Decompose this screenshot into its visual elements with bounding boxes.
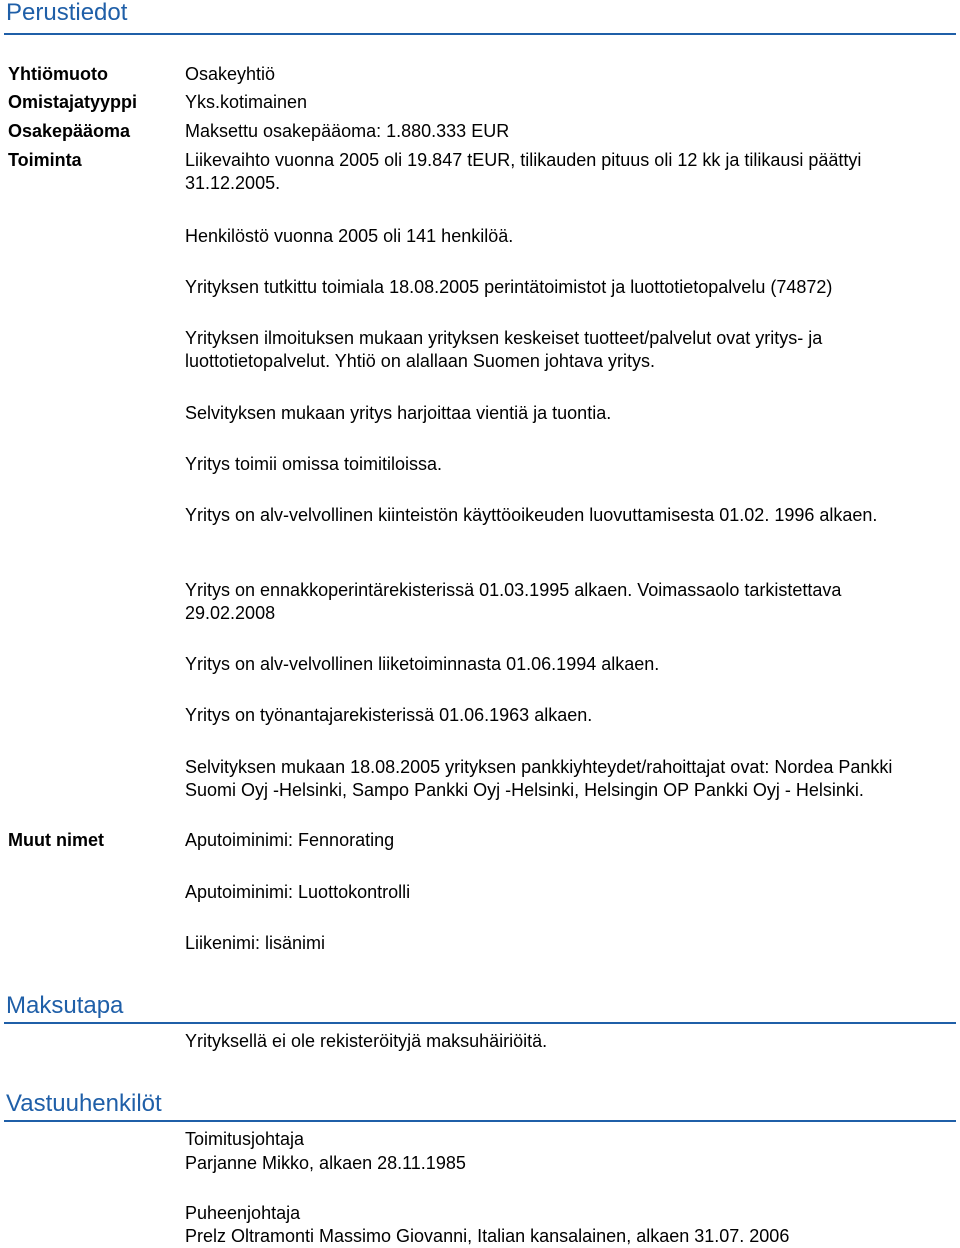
muut-nimet-item: Aputoiminimi: Luottokontrolli (185, 882, 411, 902)
toiminta-item: Selvityksen mukaan yritys harjoittaa vientiä ja tuontia. (185, 403, 612, 423)
muut-nimet-item: Aputoiminimi: Fennorating (185, 830, 395, 850)
value-osakepaaoma: Maksettu osakepääoma: 1.880.333 EUR (185, 121, 510, 141)
toiminta-item: Henkilöstö vuonna 2005 oli 141 henkilöä. (185, 226, 514, 246)
section-title-vastuuhenkilot: Vastuuhenkilöt (6, 1090, 162, 1117)
person-role: Toimitusjohtaja (185, 1129, 305, 1149)
section-title-maksutapa: Maksutapa (6, 992, 124, 1019)
section-divider (4, 1022, 956, 1024)
toiminta-item: Yrityksen ilmoituksen mukaan yrityksen keskeiset tuotteet/palvelut ovat yritys- ja luottotietopalvelut. Yhtiö on alallaan Suomen johtava yritys. (185, 328, 823, 371)
label-omistajatyyppi: Omistajatyyppi (8, 92, 138, 112)
label-toiminta: Toiminta (8, 150, 82, 170)
label-yhtiomuoto: Yhtiömuoto (8, 64, 108, 84)
value-yhtiomuoto: Osakeyhtiö (185, 64, 276, 84)
section-title-perustiedot: Perustiedot (6, 0, 128, 26)
section-divider (4, 1120, 956, 1122)
toiminta-item: Yritys on alv-velvollinen kiinteistön käyttöoikeuden luovuttamisesta 01.02. 1996 alkaen. (185, 505, 878, 525)
toiminta-item: Yritys on alv-velvollinen liiketoiminnasta 01.06.1994 alkaen. (185, 654, 660, 674)
toiminta-item: Selvityksen mukaan 18.08.2005 yrityksen pankkiyhteydet/rahoittajat ovat: Nordea Pankki Suomi Oyj -Helsinki, Sampo Pankki Oyj -Helsinki, Helsingin OP Pankki Oyj - Helsinki. (185, 757, 893, 800)
label-osakepaaoma: Osakepääoma (8, 121, 131, 141)
maksutapa-text: Yrityksellä ei ole rekisteröityjä maksuhäiriöitä. (185, 1031, 548, 1051)
toiminta-item: Yritys toimii omissa toimitiloissa. (185, 454, 443, 474)
toiminta-item: Liikevaihto vuonna 2005 oli 19.847 tEUR, tilikauden pituus oli 12 kk ja tilikausi päättyi 31.12.2005. (185, 150, 862, 193)
person-role: Puheenjohtaja (185, 1203, 301, 1223)
toiminta-item: Yrityksen tutkittu toimiala 18.08.2005 perintätoimistot ja luottotietopalvelu (74872) (185, 277, 833, 297)
person-name: Prelz Oltramonti Massimo Giovanni, Italian kansalainen, alkaen 31.07. 2006 (185, 1226, 790, 1246)
muut-nimet-item: Liikenimi: lisänimi (185, 933, 326, 953)
toiminta-item: Yritys on työnantajarekisterissä 01.06.1963 alkaen. (185, 705, 593, 725)
person-name: Parjanne Mikko, alkaen 28.11.1985 (185, 1153, 466, 1173)
label-muut-nimet: Muut nimet (8, 830, 104, 850)
value-omistajatyyppi: Yks.kotimainen (185, 92, 308, 112)
toiminta-item: Yritys on ennakkoperintärekisterissä 01.03.1995 alkaen. Voimassaolo tarkistettava 29.02.2008 (185, 580, 842, 623)
section-divider (4, 33, 956, 35)
